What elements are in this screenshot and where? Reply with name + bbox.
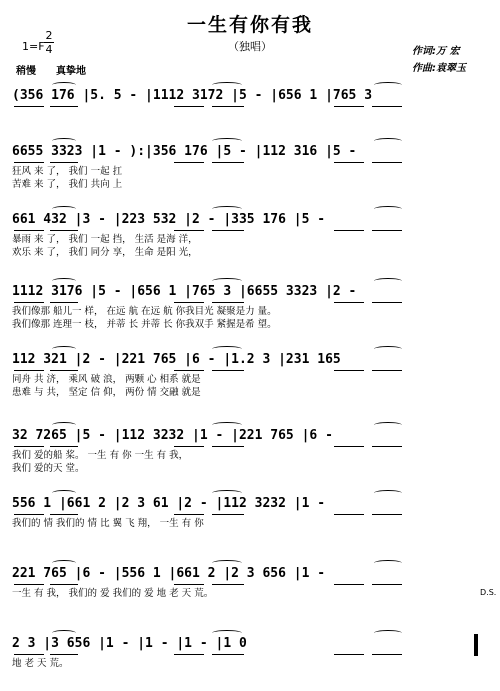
beam-underline	[372, 302, 402, 303]
beam-underline	[50, 514, 78, 515]
slur-arc	[374, 490, 402, 496]
beam-underline	[14, 302, 44, 303]
slur-arc	[374, 630, 402, 636]
score-system	[12, 284, 488, 339]
slur-arc	[52, 278, 76, 284]
beam-underline	[212, 106, 244, 107]
beam-underline	[174, 230, 204, 231]
slur-arc	[374, 206, 402, 212]
score-system	[12, 636, 488, 691]
beam-underline	[212, 302, 244, 303]
beam-underline	[14, 162, 44, 163]
score-system	[12, 566, 497, 621]
slur-arc	[212, 82, 242, 88]
slur-arc	[212, 490, 242, 496]
score-system	[12, 428, 488, 483]
beam-underline	[212, 584, 244, 585]
notation-line: 112 321 |2 - |221 765 |6 - |1.2 3 |231 165	[12, 352, 341, 367]
notation-line: 661 432 |3 - |223 532 |2 - |335 176 |5 -	[12, 212, 326, 227]
beam-underline	[174, 446, 204, 447]
slur-arc	[212, 278, 242, 284]
beam-underline	[174, 654, 204, 655]
composer-credit: 作曲:袁翠玉	[412, 63, 466, 74]
dal-segno-mark: D.S.	[480, 588, 497, 597]
beam-underline	[174, 370, 204, 371]
beam-underline	[334, 230, 364, 231]
beam-underline	[334, 514, 364, 515]
notation-line: 6655 3323 |1 - ):|356 176 |5 - |112 316 |5 -	[12, 144, 357, 159]
slur-arc	[52, 490, 76, 496]
beam-underline	[372, 514, 402, 515]
beam-underline	[372, 370, 402, 371]
slur-arc	[374, 278, 402, 284]
beam-underline	[14, 230, 44, 231]
beam-underline	[14, 446, 44, 447]
beam-underline	[334, 584, 364, 585]
lyrics-verse-1: 地 老 天 荒。	[12, 658, 69, 669]
slur-arc	[212, 560, 242, 566]
beam-underline	[334, 162, 364, 163]
lyrics-verse-1: 狂风 来 了， 我们 一起 扛	[12, 166, 123, 177]
beam-underline	[50, 162, 78, 163]
notation-line: 1112 3176 |5 - |656 1 |765 3 |6655 3323 |2 -	[12, 284, 357, 299]
beam-underline	[50, 654, 78, 655]
beam-underline	[334, 446, 364, 447]
slur-arc	[52, 422, 76, 428]
beam-underline	[212, 654, 244, 655]
slur-arc	[212, 630, 242, 636]
lyrics-verse-2: 患难 与 共， 坚定 信 仰， 两份 情 交融 就是	[12, 387, 201, 398]
lyricist-credit: 作词:万 宏	[412, 46, 460, 57]
beam-underline	[372, 106, 402, 107]
beam-underline	[372, 230, 402, 231]
beam-underline	[334, 106, 364, 107]
tempo-marking: 稍慢 真挚地	[16, 66, 86, 77]
beam-underline	[174, 584, 204, 585]
beam-underline	[14, 514, 44, 515]
lyrics-verse-2: 我们像那 连理一 枝， 并蒂 长 并蒂 长 你我双手 紧握是希 望。	[12, 319, 277, 330]
meter-bottom: 4	[45, 43, 53, 56]
slur-arc	[52, 82, 76, 88]
beam-underline	[50, 302, 78, 303]
beam-underline	[50, 106, 78, 107]
beam-underline	[14, 106, 44, 107]
beam-underline	[14, 654, 44, 655]
beam-underline	[174, 162, 204, 163]
beam-underline	[372, 654, 402, 655]
slur-arc	[212, 206, 242, 212]
notation-line: 2 3 |3 656 |1 - |1 - |1 - |1 0	[12, 636, 247, 651]
beam-underline	[174, 514, 204, 515]
score-system	[12, 144, 488, 199]
lyrics-verse-1: 一生 有 我， 我们的 爱 我们的 爱 地 老 天 荒。	[12, 588, 214, 599]
score-system	[12, 352, 488, 407]
notation-line: 32 7265 |5 - |112 3232 |1 - |221 765 |6 -	[12, 428, 333, 443]
lyrics-verse-2: 我们 爱的天 堂。	[12, 463, 85, 474]
beam-underline	[50, 230, 78, 231]
lyrics-verse-1: 同舟 共 济， 乘风 破 浪， 两颗 心 相系 就是	[12, 374, 201, 385]
slur-arc	[374, 560, 402, 566]
beam-underline	[212, 370, 244, 371]
slur-arc	[52, 560, 76, 566]
slur-arc	[212, 138, 242, 144]
slur-arc	[52, 630, 76, 636]
score-system	[12, 212, 488, 267]
beam-underline	[334, 302, 364, 303]
slur-arc	[374, 82, 402, 88]
beam-underline	[372, 446, 402, 447]
score-system	[12, 88, 488, 143]
beam-underline	[334, 654, 364, 655]
beam-underline	[14, 584, 44, 585]
beam-underline	[174, 106, 204, 107]
key-signature: 1=F	[22, 40, 45, 53]
time-signature	[44, 30, 54, 55]
slur-arc	[374, 422, 402, 428]
slur-arc	[212, 422, 242, 428]
beam-underline	[14, 370, 44, 371]
beam-underline	[50, 370, 78, 371]
meter-top: 2	[45, 29, 53, 42]
score-system	[12, 496, 488, 551]
slur-arc	[52, 138, 76, 144]
lyrics-verse-1: 我们 爱的船 桨。 一生 有 你 一生 有 我，	[12, 450, 189, 461]
lyrics-verse-1: 暴雨 来 了， 我们 一起 挡， 生活 是海 洋，	[12, 234, 198, 245]
final-barline	[474, 634, 478, 656]
beam-underline	[334, 370, 364, 371]
lyrics-verse-1: 我们的 情 我们的 情 比 翼 飞 翔， 一生 有 你	[12, 518, 204, 529]
notation-line: (356 176 |5. 5 - |1112 3172 |5 - |656 1 |765 3	[12, 88, 373, 103]
beam-underline	[212, 162, 244, 163]
beam-underline	[174, 302, 204, 303]
beam-underline	[212, 514, 244, 515]
beam-underline	[372, 162, 402, 163]
beam-underline	[212, 446, 244, 447]
slur-arc	[374, 138, 402, 144]
notation-line: 221 765 |6 - |556 1 |661 2 |2 3 656 |1 -	[12, 566, 326, 581]
slur-arc	[212, 346, 242, 352]
song-subtitle: （独唱）	[228, 40, 272, 53]
notation-line: 556 1 |661 2 |2 3 61 |2 - |112 3232 |1 -	[12, 496, 326, 511]
beam-underline	[372, 584, 402, 585]
slur-arc	[52, 346, 76, 352]
beam-underline	[212, 230, 244, 231]
beam-underline	[50, 584, 78, 585]
lyrics-verse-2: 苦难 来 了， 我们 共向 上	[12, 179, 123, 190]
song-title: 一生有你有我	[186, 14, 313, 36]
beam-underline	[50, 446, 78, 447]
lyrics-verse-1: 我们像那 船儿一 样， 在远 航 在远 航 你我目光 凝聚是力 量。	[12, 306, 277, 317]
lyrics-verse-2: 欢乐 来 了， 我们 同分 享， 生命 是阳 光，	[12, 247, 198, 258]
slur-arc	[52, 206, 76, 212]
slur-arc	[374, 346, 402, 352]
